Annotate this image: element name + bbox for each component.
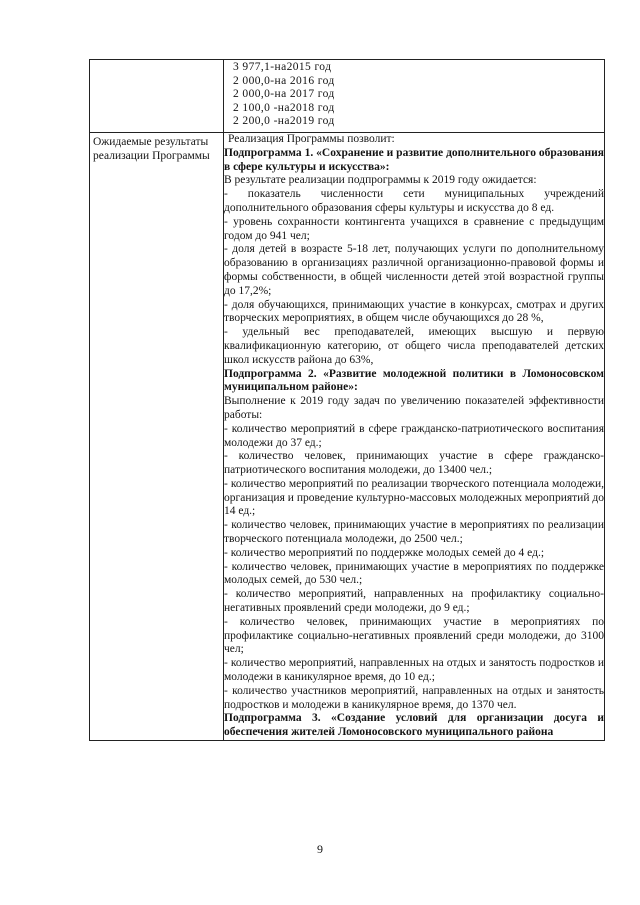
subprogram-2-lead: Выполнение к 2019 году задач по увеличению показателей эффективности работы: bbox=[224, 395, 604, 421]
result-item: - количество мероприятий по реализации творческого потенциала молодежи, организация и проведение культурно-массовых молодежных мероприятий до 14 ед.; bbox=[224, 477, 604, 518]
subprogram-2-items bbox=[224, 423, 604, 713]
result-item: - количество человек, принимающих участие в сфере гражданско-патриотического воспитания молодежи, до 13400 чел.; bbox=[224, 450, 604, 477]
subprogram-1-lead: В результате реализации подпрограммы к 2019 году ожидается: bbox=[224, 174, 537, 187]
budget-cell bbox=[224, 60, 605, 133]
result-item: - количество человек, принимающих участие в мероприятиях по реализации творческого потенциала молодежи, до 2500 чел.; bbox=[224, 519, 604, 546]
results-content-cell bbox=[224, 132, 605, 740]
subprogram-1-items bbox=[224, 188, 604, 367]
budget-row-label-cell bbox=[90, 60, 224, 133]
program-table bbox=[89, 59, 605, 741]
result-item: - количество человек, принимающих участие в мероприятиях по профилактике социально-негативных проявлений среди молодежи, до 3100 чел; bbox=[224, 615, 604, 656]
budget-line: 2 200,0 -на2019 год bbox=[233, 115, 335, 128]
result-item: - уровень сохранности контингента учащихся в сравнение с предыдущим годом до 941 чел; bbox=[224, 215, 604, 242]
results-label-cell bbox=[90, 132, 224, 740]
result-item: - доля обучающихся, принимающих участие в конкурсах, смотрах и других творческих мероприятиях, в общем числе обучающихся до 28 %, bbox=[224, 298, 604, 325]
result-item: - количество человек, принимающих участие в мероприятиях по поддержке молодых семей, до 530 чел.; bbox=[224, 560, 604, 587]
result-item: - доля детей в возрасте 5-18 лет, получающих услуги по дополнительному образованию в организациях различной организационно-правовой формы и формы собственности, в общей численности детей этой возрастной группы до 17,2%; bbox=[224, 243, 604, 297]
result-item: - количество мероприятий, направленных на отдых и занятость подростков и молодежи в каникулярное время, до 10 ед.; bbox=[224, 657, 604, 684]
budget-line: 2 100,0 -на2018 год bbox=[233, 101, 335, 114]
results-row bbox=[90, 132, 605, 740]
subprogram-1-title: Подпрограмма 1. «Сохранение и развитие дополнительного образования в сфере культуры и искусства»: bbox=[224, 146, 604, 173]
subprogram-3-title: Подпрограмма 3. «Создание условий для организации досуга и обеспечения жителей Ломоносовского муниципального района bbox=[224, 712, 604, 739]
budget-row bbox=[90, 60, 605, 133]
budget-list bbox=[229, 61, 600, 129]
budget-line: 2 000,0-на 2016 год bbox=[233, 74, 335, 87]
result-item: - удельный вес преподавателей, имеющих высшую и первую квалификационную категорию, от общего числа преподавателей детских школ искусств района до 63%, bbox=[224, 326, 604, 366]
result-item: - количество мероприятий в сфере гражданско-патриотического воспитания молодежи до 37 ед.; bbox=[224, 422, 604, 449]
result-item: - количество мероприятий по поддержке молодых семей до 4 ед.; bbox=[224, 546, 545, 559]
result-item: - показатель численности сети муниципальных учреждений дополнительного образования сферы культуры и искусства до 8 ед. bbox=[224, 188, 604, 214]
intro-text: Реализация Программы позволит: bbox=[228, 132, 395, 145]
subprogram-2-title: Подпрограмма 2. «Развитие молодежной политики в Ломоносовском муниципальном районе»: bbox=[224, 367, 604, 394]
page-number: 9 bbox=[317, 842, 323, 856]
result-item: - количество участников мероприятий, направленных на отдых и занятость подростков и молодежи в каникулярное время, до 1370 чел. bbox=[224, 684, 604, 711]
expected-results-label: Ожидаемые результаты реализации Программы bbox=[93, 135, 210, 162]
budget-line: 2 000,0-на 2017 год bbox=[233, 88, 335, 101]
budget-line: 3 977,1-на2015 год bbox=[233, 61, 332, 73]
result-item: - количество мероприятий, направленных на профилактику социально-негативных проявлений среди молодежи, до 9 ед.; bbox=[224, 588, 604, 615]
